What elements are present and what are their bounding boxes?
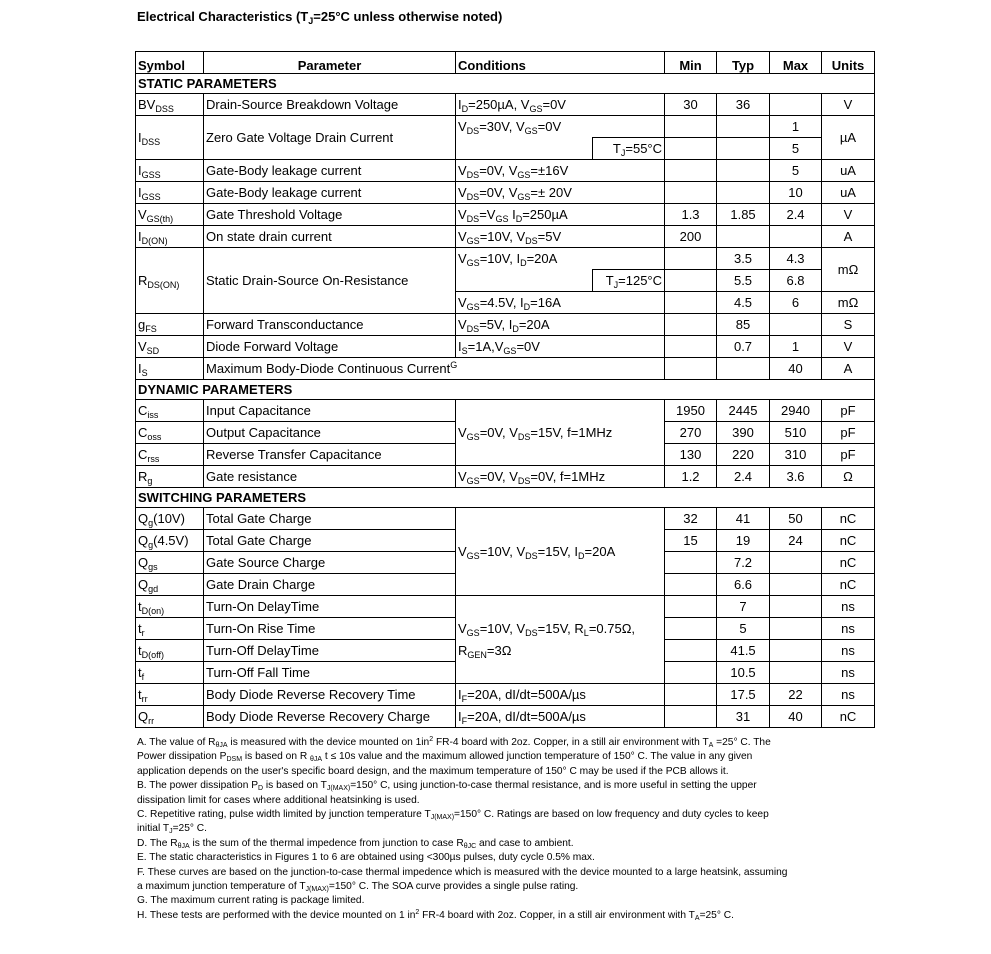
- parameter-cell: Gate Threshold Voltage: [204, 204, 456, 226]
- footnote-a-cont: Power dissipation $P_{DSM}$ is based on R $_{\theta JA}$ t ≤ 10s value and the maximum allowed junction temperature of 150° C. The value in any given: [137, 751, 753, 764]
- symbol-cell: $C_{iss}$: [136, 400, 204, 422]
- symbol-cell: $I_{GSS}$: [136, 182, 204, 204]
- typ-cell: 4.5: [717, 292, 770, 314]
- section-row: [136, 380, 875, 400]
- typ-cell: 19: [717, 530, 770, 552]
- electrical-characteristics-table: [135, 51, 875, 728]
- symbol-cell: $I_{D(ON)}$: [136, 226, 204, 248]
- conditions-cell: $V_{GS}=10V$, $V_{DS}=5V$: [456, 226, 665, 248]
- table-row: [136, 358, 875, 380]
- conditions-cell: $V_{GS}=10V$, $V_{DS}=15V$, $R_L=0.75\Omega$, $R_{GEN}=3\Omega$: [456, 596, 665, 684]
- parameter-cell: Diode Forward Voltage: [204, 336, 456, 358]
- conditions-cell: $I_D=250\mu A$, $V_{GS}=0V$: [456, 94, 665, 116]
- parameter-cell: Zero Gate Voltage Drain Current: [204, 116, 456, 160]
- max-cell: 40: [770, 358, 822, 380]
- min-cell: [665, 336, 717, 358]
- units-cell: nC: [822, 552, 875, 574]
- typ-cell: 7.2: [717, 552, 770, 574]
- section-row: [136, 488, 875, 508]
- conditions-cell: $T_J=125^\circ C$: [593, 270, 665, 292]
- conditions-cell: $V_{DS}=5V$, $I_D=20A$: [456, 314, 665, 336]
- max-cell: 310: [770, 444, 822, 466]
- min-cell: 15: [665, 530, 717, 552]
- units-cell: mΩ: [822, 292, 875, 314]
- units-cell: A: [822, 226, 875, 248]
- units-cell: uA: [822, 160, 875, 182]
- units-cell: nC: [822, 574, 875, 596]
- units-cell: nC: [822, 706, 875, 728]
- conditions-cell-blank: [456, 270, 593, 292]
- table-header-row: [136, 52, 875, 74]
- typ-cell: 3.5: [717, 248, 770, 270]
- max-cell: [770, 596, 822, 618]
- conditions-cell: $V_{DS}=30V$, $V_{GS}=0V$: [456, 116, 665, 138]
- max-cell: 4.3: [770, 248, 822, 270]
- header-units: Units: [822, 52, 875, 74]
- units-cell: µA: [822, 116, 875, 160]
- max-cell: 3.6: [770, 466, 822, 488]
- max-cell: [770, 314, 822, 336]
- typ-cell: 41: [717, 508, 770, 530]
- section-dynamic: DYNAMIC PARAMETERS: [136, 380, 875, 400]
- footnote-h: H. These tests are performed with the device mounted on 1 $in^2$ FR-4 board with 2oz. Copper, in a still air environment with $T_A=25^\circ$ C.: [137, 908, 734, 922]
- page-title: Electrical Characteristics ($T_J=25^\circ C$ unless otherwise noted): [137, 9, 503, 26]
- section-static: STATIC PARAMETERS: [136, 74, 875, 94]
- min-cell: [665, 618, 717, 640]
- typ-cell: [717, 182, 770, 204]
- units-cell: mΩ: [822, 248, 875, 292]
- min-cell: [665, 182, 717, 204]
- symbol-cell: $I_{GSS}$: [136, 160, 204, 182]
- min-cell: [665, 596, 717, 618]
- conditions-cell: $V_{DS}=0V$, $V_{GS}=\pm 20V$: [456, 182, 665, 204]
- header-parameter: Parameter: [204, 52, 456, 74]
- parameter-cell: On state drain current: [204, 226, 456, 248]
- symbol-cell: $BV_{DSS}$: [136, 94, 204, 116]
- section-switching: SWITCHING PARAMETERS: [136, 488, 875, 508]
- max-cell: [770, 640, 822, 662]
- min-cell: [665, 662, 717, 684]
- conditions-cell-blank: [456, 138, 593, 160]
- parameter-cell: Drain-Source Breakdown Voltage: [204, 94, 456, 116]
- max-cell: 6.8: [770, 270, 822, 292]
- max-cell: 510: [770, 422, 822, 444]
- units-cell: Ω: [822, 466, 875, 488]
- conditions-cell: $V_{DS}=V_{GS}$ $I_D=250\mu A$: [456, 204, 665, 226]
- max-cell: 50: [770, 508, 822, 530]
- footnote-c: C. Repetitive rating, pulse width limited by junction temperature $T_{J(MAX)}=150^\circ$ C. Ratings are based on low frequency and duty cycles to keep: [137, 809, 769, 822]
- typ-cell: 10.5: [717, 662, 770, 684]
- units-cell: ns: [822, 596, 875, 618]
- table-row: [136, 248, 875, 270]
- symbol-cell: $Q_{gd}$: [136, 574, 204, 596]
- parameter-cell: Body Diode Reverse Recovery Charge: [204, 706, 456, 728]
- header-symbol: Symbol: [136, 52, 204, 74]
- min-cell: [665, 160, 717, 182]
- footnote-e: E. The static characteristics in Figures 1 to 6 are obtained using <300µs pulses, duty cycle 0.5% max.: [137, 852, 595, 864]
- units-cell: S: [822, 314, 875, 336]
- typ-cell: 390: [717, 422, 770, 444]
- typ-cell: 17.5: [717, 684, 770, 706]
- typ-cell: [717, 358, 770, 380]
- min-cell: [665, 706, 717, 728]
- typ-cell: 7: [717, 596, 770, 618]
- units-cell: V: [822, 94, 875, 116]
- conditions-cell: $T_J=55^\circ C$: [593, 138, 665, 160]
- units-cell: V: [822, 204, 875, 226]
- symbol-cell: $C_{oss}$: [136, 422, 204, 444]
- max-cell: 5: [770, 138, 822, 160]
- table-row: [136, 336, 875, 358]
- max-cell: 5: [770, 160, 822, 182]
- min-cell: 1950: [665, 400, 717, 422]
- conditions-cell: $V_{GS}=0V$, $V_{DS}=15V$, f=1MHz: [456, 400, 665, 466]
- table-row: [136, 684, 875, 706]
- footnote-f: F. These curves are based on the junction-to-case thermal impedence which is measured with the device mounted to a large heatsink, assuming: [137, 866, 788, 878]
- parameter-cell: Turn-Off Fall Time: [204, 662, 456, 684]
- min-cell: [665, 358, 717, 380]
- min-cell: [665, 552, 717, 574]
- typ-cell: 36: [717, 94, 770, 116]
- parameter-cell: Reverse Transfer Capacitance: [204, 444, 456, 466]
- min-cell: 130: [665, 444, 717, 466]
- conditions-cell: $V_{GS}=4.5V$, $I_D=16A$: [456, 292, 665, 314]
- units-cell: nC: [822, 508, 875, 530]
- parameter-cell: Forward Transconductance: [204, 314, 456, 336]
- footnote-g: G. The maximum current rating is package limited.: [137, 895, 365, 907]
- typ-cell: 220: [717, 444, 770, 466]
- typ-cell: 6.6: [717, 574, 770, 596]
- symbol-cell: $Q_{rr}$: [136, 706, 204, 728]
- symbol-cell: $I_S$: [136, 358, 204, 380]
- max-cell: 1: [770, 336, 822, 358]
- typ-cell: 5: [717, 618, 770, 640]
- typ-cell: [717, 138, 770, 160]
- parameter-cell: Total Gate Charge: [204, 530, 456, 552]
- parameter-cell: Gate Drain Charge: [204, 574, 456, 596]
- footnote-f-cont: a maximum junction temperature of $T_{J(MAX)}=150^\circ$ C. The SOA curve provides a single pulse rating.: [137, 881, 579, 894]
- conditions-cell: $V_{DS}=0V$, $V_{GS}=\pm 16V$: [456, 160, 665, 182]
- symbol-cell: $V_{GS(th)}$: [136, 204, 204, 226]
- typ-cell: [717, 116, 770, 138]
- header-conditions: Conditions: [456, 52, 665, 74]
- symbol-cell: $C_{rss}$: [136, 444, 204, 466]
- min-cell: 1.2: [665, 466, 717, 488]
- table-row: [136, 314, 875, 336]
- units-cell: nC: [822, 530, 875, 552]
- parameter-cell: Gate resistance: [204, 466, 456, 488]
- max-cell: [770, 618, 822, 640]
- typ-cell: 85: [717, 314, 770, 336]
- units-cell: ns: [822, 618, 875, 640]
- symbol-cell: $V_{SD}$: [136, 336, 204, 358]
- header-typ: Typ: [717, 52, 770, 74]
- typ-cell: 1.85: [717, 204, 770, 226]
- parameter-cell: Static Drain-Source On-Resistance: [204, 248, 456, 314]
- max-cell: [770, 226, 822, 248]
- table-row: [136, 94, 875, 116]
- max-cell: 1: [770, 116, 822, 138]
- footnotes: [137, 736, 877, 923]
- parameter-cell: Turn-Off DelayTime: [204, 640, 456, 662]
- units-cell: pF: [822, 400, 875, 422]
- footnote-a-cont2: application depends on the user's specific board design, and the maximum temperature of 150° C may be used if the PCB allows it.: [137, 765, 729, 777]
- min-cell: [665, 314, 717, 336]
- typ-cell: 2445: [717, 400, 770, 422]
- max-cell: 22: [770, 684, 822, 706]
- max-cell: 24: [770, 530, 822, 552]
- table-row: [136, 226, 875, 248]
- symbol-cell: $Q_g(4.5V)$: [136, 530, 204, 552]
- parameter-cell: Output Capacitance: [204, 422, 456, 444]
- units-cell: ns: [822, 662, 875, 684]
- max-cell: 2940: [770, 400, 822, 422]
- table-row: [136, 466, 875, 488]
- symbol-cell: $t_{D(off)}$: [136, 640, 204, 662]
- table-row: [136, 160, 875, 182]
- table-row: [136, 204, 875, 226]
- symbol-cell: $t_r$: [136, 618, 204, 640]
- footnote-d: D. The $R_{\theta JA}$ is the sum of the thermal impedence from junction to case $R_{\theta JC}$ and case to ambient.: [137, 837, 574, 850]
- table-row: [136, 508, 875, 530]
- units-cell: V: [822, 336, 875, 358]
- min-cell: 270: [665, 422, 717, 444]
- max-cell: 2.4: [770, 204, 822, 226]
- typ-cell: 41.5: [717, 640, 770, 662]
- typ-cell: [717, 160, 770, 182]
- max-cell: [770, 662, 822, 684]
- min-cell: [665, 270, 717, 292]
- symbol-cell: $g_{FS}$: [136, 314, 204, 336]
- footnote-b-cont: dissipation limit for cases where additional heatsinking is used.: [137, 794, 420, 806]
- min-cell: [665, 116, 717, 138]
- min-cell: [665, 248, 717, 270]
- min-cell: [665, 684, 717, 706]
- section-row: [136, 74, 875, 94]
- table-row: [136, 400, 875, 422]
- symbol-cell: $t_{rr}$: [136, 684, 204, 706]
- table-row: [136, 706, 875, 728]
- table-row: [136, 116, 875, 138]
- conditions-cell: $V_{GS}=0V$, $V_{DS}=0V$, f=1MHz: [456, 466, 665, 488]
- conditions-cell: $V_{GS}=10V$, $I_D=20A$: [456, 248, 665, 270]
- parameter-cell: Total Gate Charge: [204, 508, 456, 530]
- units-cell: pF: [822, 422, 875, 444]
- max-cell: 6: [770, 292, 822, 314]
- units-cell: ns: [822, 640, 875, 662]
- max-cell: [770, 574, 822, 596]
- min-cell: 200: [665, 226, 717, 248]
- footnote-a: A. The value of $R_{\theta JA}$ is measured with the device mounted on $1in^2$ FR-4 board with 2oz. Copper, in a still air environment with $T_A =25^\circ$ C. The: [137, 736, 771, 749]
- header-max: Max: [770, 52, 822, 74]
- symbol-cell: $Q_g(10V)$: [136, 508, 204, 530]
- max-cell: 10: [770, 182, 822, 204]
- symbol-cell: $Q_{gs}$: [136, 552, 204, 574]
- parameter-cell: Turn-On DelayTime: [204, 596, 456, 618]
- table-row: [136, 182, 875, 204]
- conditions-cell: $I_F=20A$, dI/dt=500A/µs: [456, 684, 665, 706]
- min-cell: 32: [665, 508, 717, 530]
- header-min: Min: [665, 52, 717, 74]
- min-cell: 30: [665, 94, 717, 116]
- conditions-cell: $V_{GS}=10V$, $V_{DS}=15V$, $I_D=20A$: [456, 508, 665, 596]
- parameter-cell: Gate-Body leakage current: [204, 182, 456, 204]
- typ-cell: [717, 226, 770, 248]
- typ-cell: 0.7: [717, 336, 770, 358]
- typ-cell: 31: [717, 706, 770, 728]
- min-cell: [665, 574, 717, 596]
- units-cell: A: [822, 358, 875, 380]
- parameter-cell: Maximum Body-Diode Continuous Current$^G$: [204, 358, 665, 380]
- max-cell: [770, 94, 822, 116]
- min-cell: [665, 640, 717, 662]
- symbol-cell: $t_{D(on)}$: [136, 596, 204, 618]
- symbol-cell: $R_g$: [136, 466, 204, 488]
- parameter-cell: Input Capacitance: [204, 400, 456, 422]
- parameter-cell: Body Diode Reverse Recovery Time: [204, 684, 456, 706]
- min-cell: 1.3: [665, 204, 717, 226]
- parameter-cell: Turn-On Rise Time: [204, 618, 456, 640]
- footnote-b: B. The power dissipation $P_D$ is based on $T_{J(MAX)}=150^\circ$ C, using junction-to-case thermal resistance, and is more useful in setting the upper: [137, 780, 757, 793]
- typ-cell: 2.4: [717, 466, 770, 488]
- max-cell: 40: [770, 706, 822, 728]
- symbol-cell: $t_f$: [136, 662, 204, 684]
- units-cell: pF: [822, 444, 875, 466]
- typ-cell: 5.5: [717, 270, 770, 292]
- min-cell: [665, 138, 717, 160]
- units-cell: ns: [822, 684, 875, 706]
- footnote-c-cont: initial $T_J=25^\circ$ C.: [137, 823, 207, 836]
- max-cell: [770, 552, 822, 574]
- conditions-cell: $I_F=20A$, dI/dt=500A/µs: [456, 706, 665, 728]
- units-cell: uA: [822, 182, 875, 204]
- parameter-cell: Gate Source Charge: [204, 552, 456, 574]
- symbol-cell: $R_{DS(ON)}$: [136, 248, 204, 314]
- parameter-cell: Gate-Body leakage current: [204, 160, 456, 182]
- min-cell: [665, 292, 717, 314]
- conditions-cell: $I_S=1A,V_{GS}=0V$: [456, 336, 665, 358]
- symbol-cell: $I_{DSS}$: [136, 116, 204, 160]
- table-row: [136, 596, 875, 618]
